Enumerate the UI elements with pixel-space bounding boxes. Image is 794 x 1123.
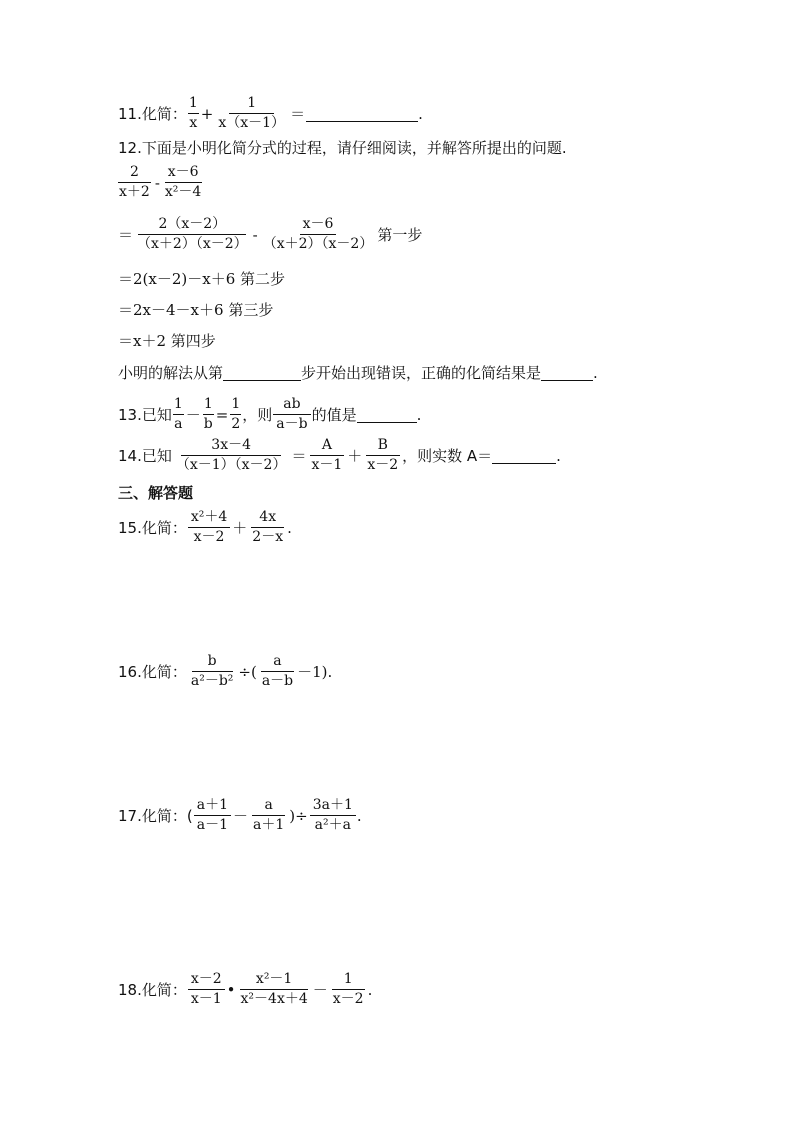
q15-b-num: 4x bbox=[251, 508, 284, 528]
q12-e1 bbox=[116, 163, 153, 202]
q13-a-den: a bbox=[174, 416, 183, 432]
q14-f-a bbox=[173, 436, 290, 475]
q17-c-den: a²＋a bbox=[314, 817, 351, 833]
q12-s1a bbox=[134, 215, 251, 254]
section-3-heading bbox=[118, 482, 193, 503]
q13-period: . bbox=[416, 405, 422, 424]
q15-period: . bbox=[287, 518, 292, 537]
q13-tail: 的值是 bbox=[311, 406, 357, 424]
q14-label: 14.已知 bbox=[118, 447, 172, 465]
q13-equals: = bbox=[215, 405, 229, 424]
q14-f-b bbox=[308, 436, 345, 475]
q14-c-den: x－2 bbox=[367, 457, 399, 473]
q16-a-num: b bbox=[192, 652, 233, 672]
q17-f-c bbox=[310, 796, 356, 835]
q11-f1-num: 1 bbox=[188, 94, 199, 114]
q17-a-num: a＋1 bbox=[194, 796, 231, 816]
q16-label: 16.化简： bbox=[118, 663, 187, 681]
q11-answer-blank[interactable] bbox=[306, 105, 418, 122]
q13-b-num: 1 bbox=[203, 395, 214, 415]
q12-e1-num: 2 bbox=[118, 163, 151, 183]
q16-tail: －1). bbox=[297, 663, 333, 681]
q12-prompt-text: 12.下面是小明化简分式的过程，请仔细阅读，并解答所提出的问题. bbox=[118, 139, 567, 157]
q13-f-b bbox=[203, 395, 214, 434]
question-11 bbox=[118, 94, 423, 133]
q12-step-1 bbox=[118, 215, 422, 254]
q17-b-num: a bbox=[252, 796, 284, 816]
q18-a-num: x－2 bbox=[188, 970, 225, 990]
q14-f-c bbox=[364, 436, 401, 475]
q15-label: 15.化简： bbox=[118, 519, 187, 537]
q12-s1b-num: x－6 bbox=[300, 215, 337, 235]
q13-c-num: 1 bbox=[230, 395, 241, 415]
q11-plus: + bbox=[200, 104, 214, 123]
q18-b-num: x²－1 bbox=[240, 970, 308, 990]
q12-line-2: ＝2(x－2)－x＋6 第二步 bbox=[118, 270, 286, 288]
q12-s1a-num: 2（x－2） bbox=[138, 215, 246, 235]
q12-line-3: ＝2x－4－x＋6 第三步 bbox=[118, 301, 274, 319]
q14-a-den: （x－1）（x－2） bbox=[175, 457, 287, 473]
q11-equals: ＝ bbox=[290, 105, 306, 123]
q12-s1b-den: （x＋2）（x－2） bbox=[262, 236, 374, 252]
q12-e2-num: x－6 bbox=[165, 163, 202, 183]
q13-d-num: ab bbox=[273, 395, 310, 415]
q15-f-b bbox=[249, 508, 286, 547]
q15-b-den: 2－x bbox=[252, 529, 284, 545]
q12-s1-equals: ＝ bbox=[118, 226, 134, 244]
q13-d-den: a－b bbox=[276, 416, 308, 432]
q12-result-blank[interactable] bbox=[541, 364, 593, 381]
q11-label: 11.化简： bbox=[118, 105, 187, 123]
q17-a-den: a－1 bbox=[196, 817, 228, 833]
q16-f-b bbox=[259, 652, 296, 691]
question-13 bbox=[118, 395, 421, 434]
q15-f-a bbox=[188, 508, 230, 547]
q18-a-den: x－1 bbox=[190, 991, 222, 1007]
q18-period: . bbox=[367, 980, 373, 999]
q11-f2-den: x（x－1） bbox=[218, 115, 286, 131]
q12-question-part-2: 步开始出现错误，正确的化简结果是 bbox=[301, 364, 542, 382]
q17-divide: )÷ bbox=[289, 806, 308, 825]
q12-step-blank[interactable] bbox=[223, 364, 301, 381]
q12-line-4: ＝x＋2 第四步 bbox=[118, 332, 216, 350]
section-3-title: 三、解答题 bbox=[118, 484, 194, 502]
q17-b-den: a＋1 bbox=[253, 817, 285, 833]
q14-tail: ，则实数 A＝ bbox=[402, 447, 493, 465]
q13-f-d bbox=[273, 395, 310, 434]
q12-s1a-den: （x＋2）（x－2） bbox=[137, 236, 248, 252]
q17-label: 17.化简：( bbox=[118, 807, 193, 825]
question-18 bbox=[118, 970, 372, 1009]
q11-fraction-1 bbox=[188, 94, 199, 133]
q16-divide-open: ÷( bbox=[238, 662, 257, 681]
q11-period: . bbox=[418, 104, 423, 123]
q18-label: 18.化简： bbox=[118, 981, 187, 999]
q12-minus: - bbox=[154, 173, 160, 192]
q15-a-num: x²＋4 bbox=[188, 508, 230, 528]
q12-step-4 bbox=[118, 330, 216, 351]
q14-answer-blank[interactable] bbox=[492, 447, 556, 464]
q12-e1-den: x＋2 bbox=[119, 184, 150, 200]
q16-f-a bbox=[188, 652, 237, 691]
q14-period: . bbox=[556, 446, 561, 465]
q13-label: 13.已知 bbox=[118, 406, 172, 424]
q18-minus: － bbox=[312, 981, 328, 999]
q18-f-c bbox=[330, 970, 367, 1009]
q14-equals: ＝ bbox=[291, 447, 307, 465]
q14-b-den: x－1 bbox=[311, 457, 343, 473]
q12-step-2 bbox=[118, 268, 285, 289]
q12-e2-den: x²－4 bbox=[164, 184, 202, 200]
q13-f-c bbox=[230, 395, 241, 434]
q12-expression bbox=[118, 163, 205, 202]
q11-fraction-2 bbox=[215, 94, 288, 133]
q16-a-den: a²－b² bbox=[190, 673, 234, 689]
q12-question-part-1: 小明的解法从第 bbox=[118, 364, 224, 382]
q12-period: . bbox=[593, 363, 598, 382]
q11-f2-num: 1 bbox=[229, 94, 274, 114]
question-14 bbox=[118, 436, 561, 475]
q13-c-den: 2 bbox=[231, 416, 241, 432]
q13-then: ，则 bbox=[242, 406, 273, 424]
question-16 bbox=[118, 652, 332, 691]
q12-s1b bbox=[260, 215, 377, 254]
q14-c-num: B bbox=[366, 436, 400, 456]
q14-plus: ＋ bbox=[347, 447, 363, 465]
q18-multiply-dot: • bbox=[226, 980, 236, 999]
question-15 bbox=[118, 508, 292, 547]
q13-minus: － bbox=[185, 406, 201, 424]
q18-c-num: 1 bbox=[332, 970, 365, 990]
q14-b-num: A bbox=[310, 436, 344, 456]
q12-e2 bbox=[162, 163, 204, 202]
q11-f1-den: x bbox=[189, 115, 198, 131]
q14-a-num: 3x－4 bbox=[181, 436, 281, 456]
q12-step-3 bbox=[118, 299, 273, 320]
q13-b-den: b bbox=[203, 416, 213, 432]
q12-step-1-label: 第一步 bbox=[377, 226, 423, 244]
q17-f-a bbox=[194, 796, 231, 835]
q15-a-den: x－2 bbox=[193, 529, 225, 545]
q13-a-num: 1 bbox=[173, 395, 184, 415]
q17-f-b bbox=[250, 796, 287, 835]
q13-answer-blank[interactable] bbox=[357, 406, 417, 423]
q16-b-num: a bbox=[261, 652, 293, 672]
q18-f-a bbox=[188, 970, 225, 1009]
q13-f-a bbox=[173, 395, 184, 434]
q18-f-b bbox=[238, 970, 311, 1009]
q18-c-den: x－2 bbox=[332, 991, 364, 1007]
question-17 bbox=[118, 796, 362, 835]
question-12-prompt bbox=[118, 137, 567, 158]
q17-minus: － bbox=[232, 807, 248, 825]
q18-b-den: x²－4x＋4 bbox=[240, 991, 308, 1007]
q16-b-den: a－b bbox=[261, 673, 294, 689]
q12-s1-minus: - bbox=[252, 225, 258, 244]
q15-plus: ＋ bbox=[232, 519, 248, 537]
q17-c-num: 3a＋1 bbox=[310, 796, 356, 816]
q12-question bbox=[118, 362, 598, 383]
q17-period: . bbox=[356, 806, 362, 825]
